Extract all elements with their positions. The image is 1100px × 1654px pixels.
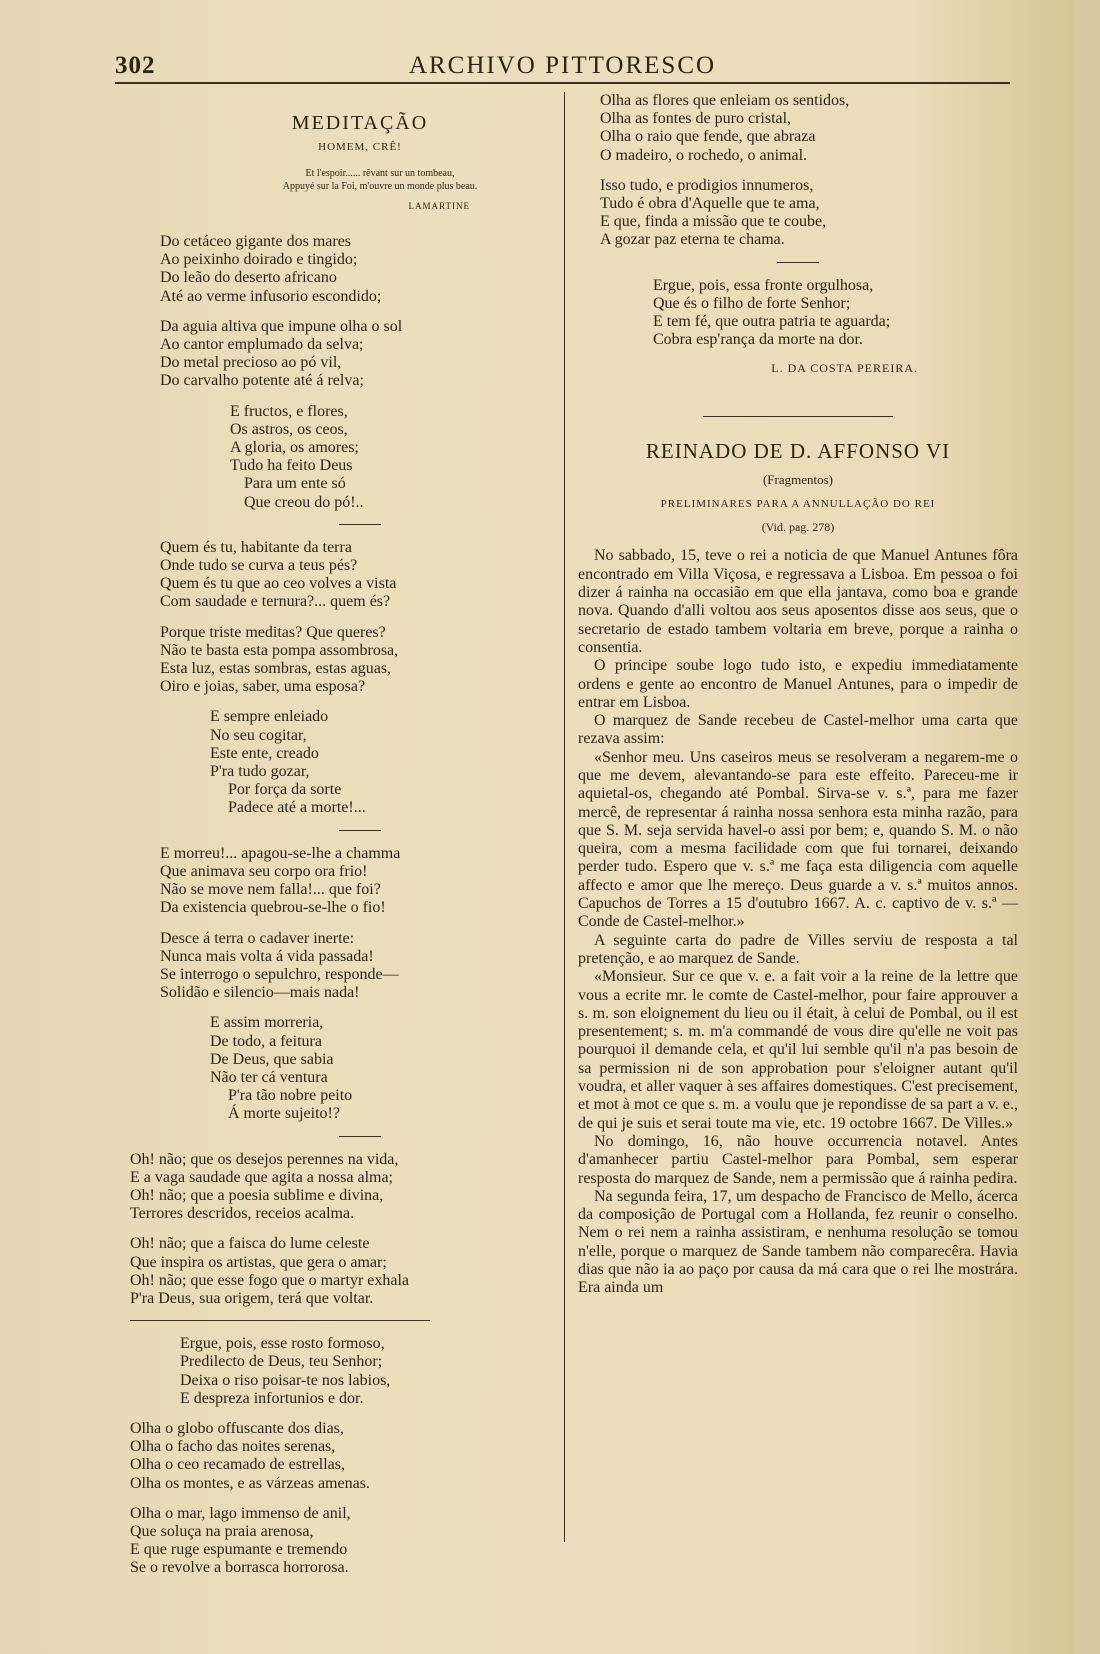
article-paragraph: No sabbado, 15, teve o rei a noticia de que Manuel Antunes fôra encontrado em Villa Viçosa, e regressava a Lisboa. Em pessoa o foi dizer á rainha na occasião em que ella jantava, como boa e grande nova. Quando d'alli voltou aos seus aposentos disse aos seus, que o secretario de estado tambem voltaria em breve, porque a rainha o consentia.	[578, 547, 1018, 656]
verse-line: No seu cogitar,	[210, 726, 307, 744]
verse-line: Á morte sujeito!?	[228, 1105, 340, 1123]
article-paragraph: «Monsieur. Sur ce que v. e. a fait voir a la reine de la lettre que vous a ecrite mr. le comte de Castel-melhor, pour faire approuver a s. m. son eloignement du lieu ou il était, à celui de Pombal, ou il est presentement; s. m. m'a commandé de vous dire qu'elle ne voit pas pourquoi il demande cela, et qu'il lui semble qu'il n'a pas besoin de sa permission ni de son approbation pour s'eloigner autant qu'il voudra, et aller vaquer à ses affaires domestiques. C'est precisement, et mot à mot ce que s. m. a voulu que je repondisse de sa part a v. e., de qui je suis et serai toute ma vie, etc. 19 octobre 1667. De Villes.»	[578, 968, 1018, 1132]
verse-line: Ergue, pois, esse rosto formoso,	[180, 1335, 385, 1353]
stanza	[160, 539, 560, 612]
epigraph-author: LAMARTINE	[408, 201, 470, 211]
page-header	[115, 48, 1010, 84]
stanza-divider	[777, 262, 819, 263]
verse-line: Olha o globo offuscante dos dias,	[130, 1419, 344, 1437]
verse-line: Não se move nem falla!... que foi?	[160, 881, 381, 899]
verse-line: Olha o mar, lago immenso de anil,	[130, 1504, 351, 1522]
verse-line: Oh! não; que a poesia sublime e divina,	[130, 1186, 384, 1204]
verse-line: Que inspira os artistas, que gera o amar;	[130, 1253, 387, 1271]
stanza	[130, 1420, 560, 1493]
section-divider	[703, 416, 893, 417]
verse-line: E assim morreria,	[210, 1014, 324, 1032]
stanza	[130, 1505, 560, 1578]
stanza	[130, 1235, 560, 1308]
verse-line: E morreu!... apagou-se-lhe a chamma	[160, 844, 401, 862]
verse-line: E tem fé, que outra patria te aguarda;	[653, 313, 891, 331]
verse-line: Para um ente só	[244, 475, 346, 493]
article-paragraph: O principe soube logo tudo isto, e expediu immediatamente ordens e gente ao encontro de Manuel Antunes, para o impedir de entrar em Lisboa.	[578, 657, 1018, 711]
verse-line: Oh! não; que a faisca do lume celeste	[130, 1235, 370, 1253]
verse-line: Se o revolve a borrasca horrorosa.	[130, 1559, 349, 1577]
verse-line: Este ente, creado	[210, 744, 319, 762]
verse-line: Onde tudo se curva a teus pés?	[160, 557, 358, 575]
article-paragraph: «Senhor meu. Uns caseiros meus se resolveram a negarem-me o que me devem, alevantando-se para este effeito. Pareceu-me ir aquietal-os, chegando até Pombal. Sirva-se v. s.ª, para me fazer mercê, de representar á rainha nossa senhora esta minha razão, para que S. M. seja servida havel-o assi por bem; e, quando S. M. o não queira, com a mesma facilidade com que fui tornarei, deixando perder tudo. Espero que v. s.ª me faça esta diligencia com aquelle affecto e amor que lhe mereço. Deus guarde a v. s.ª muitos annos. Capuchos de Torres a 15 d'outubro 1667. A. c. captivo de v. s.ª — Conde de Castel-melhor.»	[578, 748, 1018, 931]
verse-line: Terrores descridos, receios acalma.	[130, 1205, 355, 1223]
verse-line: Oh! não; que esse fogo que o martyr exhala	[130, 1271, 410, 1289]
stanza-divider	[339, 1136, 381, 1137]
article-reference: (Vid. pag. 278)	[761, 520, 835, 535]
verse-line: Quem és tu que ao ceo volves a vista	[160, 575, 397, 593]
page-number: 302	[115, 52, 156, 79]
verse-line: Deixa o riso poisar-te nos labios,	[180, 1371, 391, 1389]
verse-line: E a vaga saudade que agita a nossa alma;	[130, 1168, 393, 1186]
poem-subtitle: HOMEM, CRÊ!	[318, 141, 402, 153]
verse-line: A gozar paz eterna te chama.	[600, 231, 785, 249]
verse-line: Tudo é obra d'Aquelle que te ama,	[600, 195, 820, 213]
verse-line: Por força da sorte	[228, 781, 342, 799]
verse-line: De Deus, que sabia	[210, 1050, 334, 1068]
verse-line: Que animava seu corpo ora frio!	[160, 862, 368, 880]
article-paragraph: O marquez de Sande recebeu de Castel-melhor uma carta que rezava assim:	[578, 712, 1018, 748]
verse-line: E que ruge espumante e tremendo	[130, 1541, 348, 1559]
verse-line: Do carvalho potente até á relva;	[160, 372, 364, 390]
stanza	[160, 318, 560, 391]
verse-line: Que és o filho de forte Senhor;	[653, 294, 851, 312]
poem-title: MEDITAÇÃO	[291, 112, 429, 134]
verse-line: Cobra esp'rança da morte na dor.	[653, 331, 863, 349]
stanza	[160, 624, 560, 697]
verse-line: E sempre enleiado	[210, 708, 329, 726]
right-column	[578, 92, 1018, 1298]
verse-line: Se interrogo o sepulchro, responde—	[160, 965, 399, 983]
verse-line: Olha o raio que fende, que abraza	[600, 128, 816, 146]
poem-author: L. DA COSTA PEREIRA.	[771, 361, 918, 376]
stanza	[210, 708, 560, 817]
stanza-divider	[339, 830, 381, 831]
verse-line: O madeiro, o rochedo, o animal.	[600, 146, 808, 164]
stanza	[230, 403, 560, 512]
verse-line: Predilecto de Deus, teu Senhor;	[180, 1353, 383, 1371]
verse-line: Que creou do pó!..	[244, 493, 364, 511]
verse-line: Olha os montes, e as várzeas amenas.	[130, 1474, 370, 1492]
verse-line: Não te basta esta pompa assombrosa,	[160, 641, 399, 659]
verse-line: Do metal precioso ao pó vil,	[160, 354, 342, 372]
stanza	[600, 92, 1018, 165]
verse-line: Ergue, pois, essa fronte orgulhosa,	[653, 276, 874, 294]
verse-line: Solidão e silencio—mais nada!	[160, 984, 360, 1002]
stanza-divider	[339, 524, 381, 525]
article-paragraph: Na segunda feira, 17, um despacho de Francisco de Mello, ácerca da composição de Portugal com a Hollanda, fez reunir o conselho. Nem o rei nem a rainha assistiram, e nenhuma resolução se tomou n'elle, porque o marquez de Sande tambem não comparecêra. Havia dias que não ia ao paço por causa da má cara que o rei lhe mostrára. Era ainda um	[578, 1187, 1018, 1297]
verse-line: Desce á terra o cadaver inerte:	[160, 929, 355, 947]
verse-line: Padece até a morte!...	[228, 799, 366, 817]
epigraph-line: Appuyé sur la Foi, m'ouvre un monde plus beau.	[282, 181, 478, 192]
verse-line: De todo, a feitura	[210, 1032, 322, 1050]
verse-line: Quem és tu, habitante da terra	[160, 538, 352, 556]
stanza	[160, 845, 560, 918]
stanza	[653, 277, 1018, 350]
verse-line: Que soluça na praia arenosa,	[130, 1522, 314, 1540]
verse-line: E despreza infortunios e dor.	[180, 1389, 364, 1407]
stanza	[600, 177, 1018, 250]
verse-line: P'ra tão nobre peito	[228, 1087, 353, 1105]
verse-line: Olha o ceo recamado de estrellas,	[130, 1456, 346, 1474]
verse-line: Da existencia quebrou-se-lhe o fio!	[160, 899, 386, 917]
column-divider	[564, 92, 565, 1542]
article-section-heading: PRELIMINARES PARA A ANNULLAÇÃO DO REI	[660, 498, 936, 511]
verse-line: Oiro e joias, saber, uma esposa?	[160, 678, 366, 696]
stanza-divider	[130, 1320, 430, 1321]
verse-line: Olha as flores que enleiam os sentidos,	[600, 92, 850, 109]
article-title: REINADO DE D. AFFONSO VI	[645, 439, 951, 464]
verse-line: Isso tudo, e prodigios innumeros,	[600, 176, 814, 194]
verse-line: Ao cantor emplumado da selva;	[160, 336, 364, 354]
verse-line: Tudo ha feito Deus	[230, 457, 353, 475]
poem-epigraph	[200, 167, 560, 193]
stanza	[130, 1151, 560, 1224]
verse-line: P'ra tudo gozar,	[210, 763, 310, 781]
verse-line: Não ter cá ventura	[210, 1068, 328, 1086]
verse-line: Ao peixinho doirado e tingido;	[160, 251, 358, 269]
verse-line: Olha o facho das noites serenas,	[130, 1438, 336, 1456]
verse-line: Porque triste meditas? Que queres?	[160, 623, 386, 641]
article-paragraph: No domingo, 16, não houve occurrencia notavel. Antes d'amanhecer partiu Castel-melhor para Pombal, sem esperar resposta do marquez de Sande, nem a permissão que á rainha pedira.	[578, 1132, 1018, 1187]
verse-line: Do cetáceo gigante dos mares	[160, 233, 352, 250]
verse-line: Com saudade e ternura?... quem és?	[160, 593, 391, 611]
verse-line: Oh! não; que os desejos perennes na vida,	[130, 1150, 399, 1168]
stanza	[160, 233, 560, 306]
verse-line: E que, finda a missão que te coube,	[600, 213, 827, 231]
verse-line: Do leão do deserto africano	[160, 269, 337, 287]
verse-line: Nunca mais volta á vida passada!	[160, 947, 374, 965]
verse-line: Esta luz, estas sombras, estas aguas,	[160, 660, 392, 678]
left-column	[130, 92, 560, 1590]
epigraph-line: Et l'espoir...... rêvant sur un tombeau,	[305, 168, 455, 179]
stanza	[160, 930, 560, 1003]
article-subtitle: (Fragmentos)	[762, 472, 834, 488]
verse-line: A gloria, os amores;	[230, 439, 359, 457]
article-paragraph: A seguinte carta do padre de Villes serviu de resposta a tal pretenção, e ao marquez de Sande.	[578, 931, 1018, 967]
verse-line: Olha as fontes de puro cristal,	[600, 110, 792, 128]
verse-line: P'ra Deus, sua origem, terá que voltar.	[130, 1289, 374, 1307]
verse-line: E fructos, e flores,	[230, 402, 348, 420]
verse-line: Até ao verme infusorio escondido;	[160, 287, 382, 305]
verse-line: Os astros, os ceos,	[230, 420, 348, 438]
stanza	[180, 1335, 560, 1408]
stanza	[210, 1014, 560, 1123]
running-title: ARCHIVO PITTORESCO	[408, 52, 717, 79]
verse-line: Da aguia altiva que impune olha o sol	[160, 317, 403, 335]
